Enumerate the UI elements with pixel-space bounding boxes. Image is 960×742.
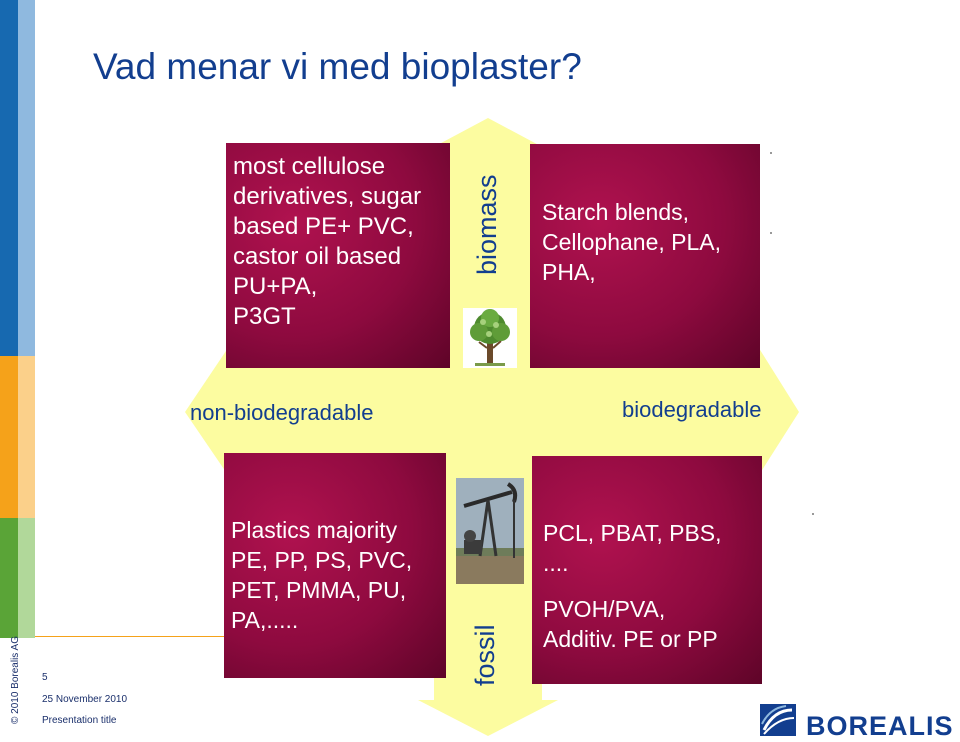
quadrant-bottom-right-text-2: PVOH/PVA, Additiv. PE or PP [543, 596, 718, 652]
slide-title: Vad menar vi med bioplaster? [93, 46, 582, 87]
axis-label-non-biodegradable: non-biodegradable [190, 400, 374, 425]
quadrant-top-left-text: most cellulose derivatives, sugar based PE+ PVC, castor oil based PU+PA, P3GT [233, 153, 422, 330]
quadrant-top-left [226, 143, 450, 368]
footer-date: 25 November 2010 [42, 694, 128, 705]
borealis-logo-icon [760, 704, 796, 736]
borealis-logo-text: BOREALIS [806, 711, 954, 741]
oil-pumpjack-image [456, 478, 524, 584]
quadrant-bottom-right [532, 456, 762, 684]
axis-label-biomass: biomass [472, 174, 502, 275]
quadrant-top-right-text: Starch blends, Cellophane, PLA, PHA, [542, 199, 722, 285]
stray-dot [770, 152, 772, 154]
quadrant-bottom-left-text: Plastics majority PE, PP, PS, PVC, PET, PMMA, PU, PA,..... [231, 517, 413, 633]
stray-dot [770, 232, 772, 234]
tree-image [463, 308, 517, 368]
copyright-text: © 2010 Borealis AG [10, 636, 21, 724]
axis-label-fossil: fossil [470, 624, 500, 686]
quadrant-top-right [530, 144, 760, 368]
stray-dot [812, 513, 814, 515]
axis-label-biodegradable: biodegradable [622, 397, 762, 422]
page-number: 5 [42, 672, 48, 683]
quadrant-bottom-right-text-1: PCL, PBAT, PBS, .... [543, 520, 722, 576]
quadrant-bottom-left [224, 453, 446, 678]
footer-presentation-title: Presentation title [42, 715, 117, 726]
